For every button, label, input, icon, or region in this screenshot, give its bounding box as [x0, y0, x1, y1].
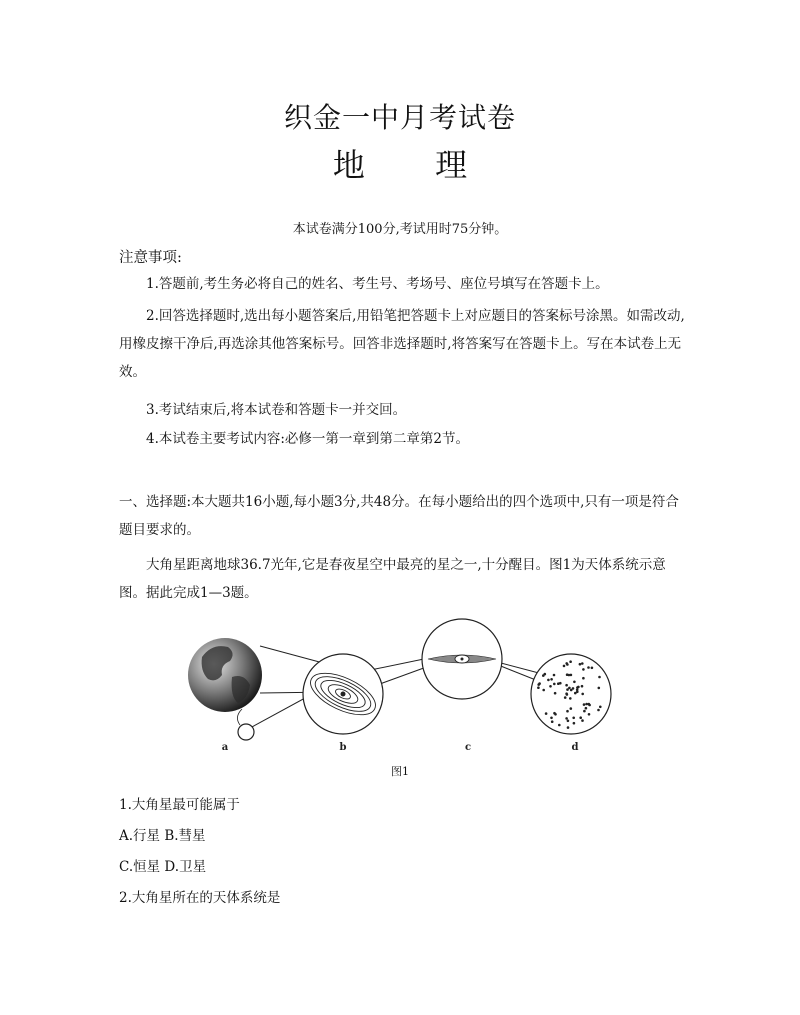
galaxy-dot — [554, 692, 557, 695]
figure-caption: 图1 — [391, 765, 409, 778]
galaxy-dot — [598, 676, 601, 679]
galaxy-dot — [570, 689, 573, 692]
galaxy-dot — [598, 687, 601, 690]
galaxy-dot — [576, 691, 579, 694]
section-heading: 一、选择题:本大题共16小题,每小题3分,共48分。在每小题给出的四个选项中,只有一项是符合题目要求的。 — [119, 494, 679, 538]
galaxy-dot — [564, 696, 567, 699]
score-line: 本试卷满分100分,考试用时75分钟。 — [292, 222, 508, 237]
question-stem: 大角星距离地球36.7光年,它是春夜星空中最亮的星之一,十分醒目。图1为天体系统示意图。据此完成1—3题。 — [119, 557, 666, 601]
galaxy-dot — [557, 682, 560, 685]
galaxy-dot — [553, 712, 556, 715]
galaxy-dot — [569, 660, 572, 663]
galaxy-dot — [545, 712, 548, 715]
galaxy-dot — [551, 720, 554, 723]
exam-title: 织金一中月考试卷 — [283, 101, 516, 134]
galaxy-dot — [573, 681, 576, 684]
galaxy-dot — [567, 720, 570, 723]
galaxy-dot — [537, 683, 540, 686]
earth-icon — [188, 638, 262, 712]
notice-item: 4.本试卷主要考试内容:必修一第一章到第二章第2节。 — [146, 431, 470, 447]
figure-label-a: a — [221, 742, 229, 753]
galaxy-dot — [582, 677, 585, 680]
galaxy-dot — [567, 726, 570, 729]
galaxy-dot — [587, 666, 590, 669]
galaxy-dot — [558, 724, 561, 727]
galaxy-dot — [570, 707, 573, 710]
galaxy-dot — [581, 685, 584, 688]
galaxy-dot — [577, 686, 580, 689]
galaxy-dot — [583, 703, 586, 706]
galaxy-dot — [566, 710, 569, 713]
galaxy-dot — [572, 717, 575, 720]
figure-label-b: b — [339, 742, 347, 753]
galaxy-icon — [422, 619, 502, 699]
galaxy-dot — [550, 717, 553, 720]
figure-label-d: d — [571, 742, 579, 753]
galaxy-dot — [599, 706, 602, 709]
galaxy-dot — [591, 667, 594, 670]
galaxy-dot — [544, 673, 547, 676]
galaxy-dot — [568, 674, 571, 677]
galaxy-dot — [573, 722, 576, 725]
subject-char-left: 地 — [332, 146, 365, 184]
universe-icon — [531, 654, 611, 734]
galaxy-dot — [565, 684, 568, 687]
galaxy-dot — [579, 663, 582, 666]
notice-item: 1.答题前,考生务必将自己的姓名、考生号、考场号、座位号填写在答题卡上。 — [146, 276, 609, 292]
galaxy-dot — [549, 685, 552, 688]
notice-item: 3.考试结束后,将本试卷和答题卡一并交回。 — [146, 402, 407, 418]
galaxy-dot — [537, 686, 540, 689]
question-text: 1.大角星最可能属于 — [119, 797, 240, 813]
galaxy-dot — [581, 662, 584, 665]
galaxy-dot — [565, 717, 568, 720]
subject-title — [0, 140, 800, 186]
moon-icon — [238, 724, 254, 740]
galaxy-dot — [588, 713, 591, 716]
galaxy-dot — [565, 662, 568, 665]
celestial-system-figure — [180, 617, 620, 757]
galaxy-dot — [553, 683, 556, 686]
subject-char-right: 理 — [435, 146, 468, 184]
figure-label-c: c — [464, 742, 472, 753]
galaxy-dot — [579, 716, 582, 719]
galaxy-dot — [563, 665, 566, 668]
galaxy-dot — [550, 678, 553, 681]
galaxy-dot — [597, 709, 600, 712]
galaxy-dot — [581, 719, 584, 722]
solar-system-icon — [303, 654, 383, 734]
galaxy-dot — [553, 674, 556, 677]
galaxy-dot — [542, 689, 545, 692]
galaxy-dot — [582, 668, 585, 671]
galaxy-dot — [547, 679, 550, 682]
galaxy-dot — [568, 687, 571, 690]
question-text: 2.大角星所在的天体系统是 — [119, 890, 281, 906]
galaxy-dot — [565, 692, 568, 695]
galaxy-dot — [569, 697, 572, 700]
galaxy-dot — [581, 693, 584, 696]
question-option-row: A.行星 B.彗星 — [119, 828, 206, 844]
notice-heading: 注意事项: — [119, 250, 182, 266]
galaxy-dot — [583, 710, 586, 713]
question-option-row: C.恒星 D.卫星 — [119, 859, 207, 875]
notice-item: 2.回答选择题时,选出每小题答案后,用铅笔把答题卡上对应题目的答案标号涂黑。如需改动,用橡皮擦干净后,再选涂其他答案标号。回答非选择题时,将答案写在答题卡上。写在本试卷上无效。 — [119, 308, 685, 380]
galaxy-dot — [585, 703, 588, 706]
galaxy-dot — [585, 707, 588, 710]
